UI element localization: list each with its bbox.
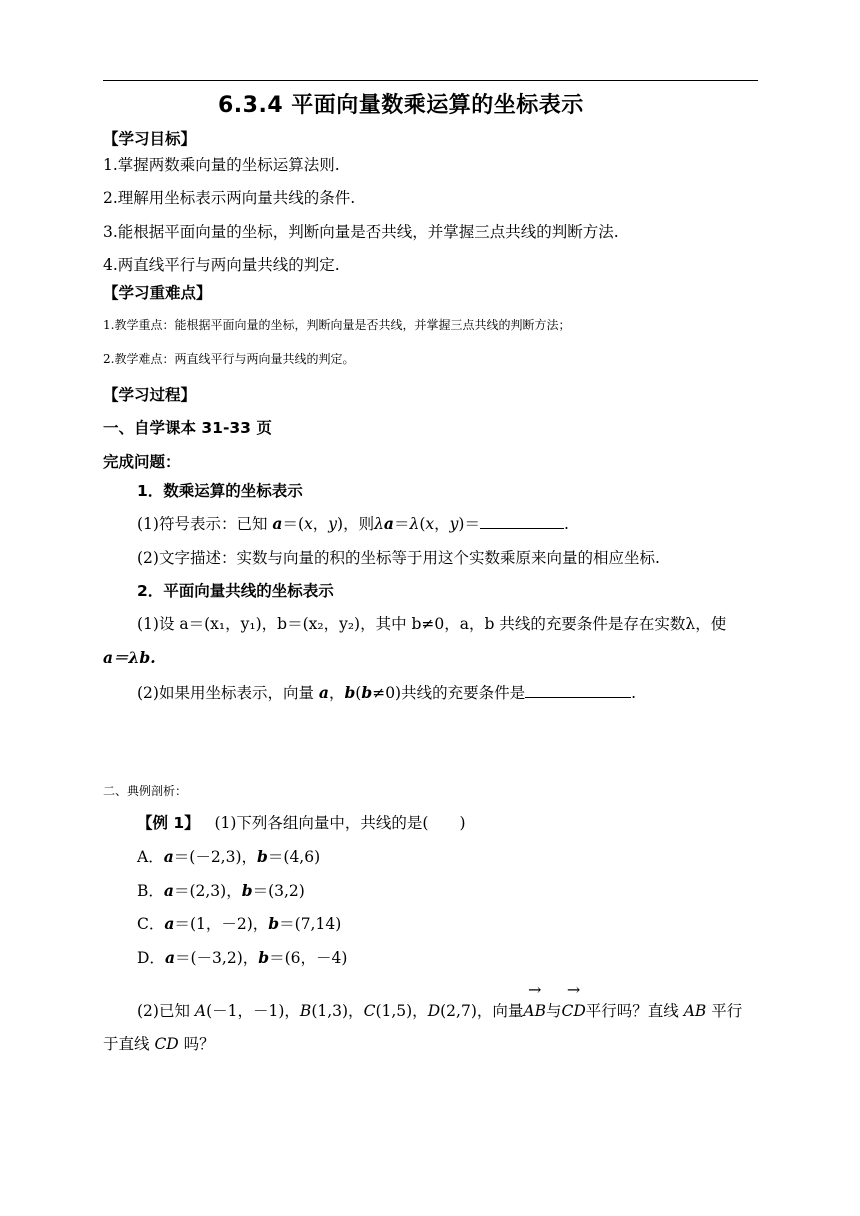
q2-line2: (2)如果用坐标表示，向量 a，b(b≠0)共线的充要条件是 . [137, 683, 637, 702]
example1-label: 【例 1】 [137, 814, 200, 832]
objectives-heading: 【学习目标】 [103, 130, 197, 148]
header-rule [103, 80, 758, 81]
q1-line1: (1)符号表示：已知 a＝(x，y)，则λa＝λ(x，y)＝ . [137, 514, 569, 533]
page-title: 6.3.4 平面向量数乘运算的坐标表示 [218, 93, 584, 118]
example1-part2-line1: (2)已知 A(－1，－1)，B(1,3)，C(1,5)，D(2,7)，向量 → AB与 → CD平行吗？直线 AB 平行 [137, 980, 743, 1020]
q1-line2: (2)文字描述：实数与向量的积的坐标等于用这个实数乘原来向量的相应坐标. [137, 549, 660, 567]
complete-questions: 完成问题： [103, 453, 181, 471]
vector-cd: → CD [561, 980, 586, 1020]
q2-line1: (1)设 a＝(x₁，y₁)，b＝(x₂，y₂)，其中 b≠0，a，b 共线的充要条件是存在实数λ，使 [137, 615, 727, 633]
answer-blank[interactable] [525, 683, 631, 698]
keypoints-heading: 【学习重难点】 [103, 284, 212, 302]
arrow-icon: → [566, 980, 581, 999]
q2-title: 2．平面向量共线的坐标表示 [137, 582, 334, 600]
option-a: A．a＝(－2,3)，b＝(4,6) [137, 847, 321, 866]
example1-part2-line2: 于直线 CD 吗？ [103, 1035, 215, 1053]
arrow-icon: → [527, 980, 542, 999]
section-self-study: 一、自学课本 31-33 页 [103, 419, 272, 437]
section-examples: 二、典例剖析： [103, 784, 188, 798]
process-heading: 【学习过程】 [103, 386, 197, 404]
objective-item: 2.理解用坐标表示两向量共线的条件. [103, 189, 356, 207]
option-c: C．a＝(1，－2)，b＝(7,14) [137, 914, 342, 933]
keypoint-item: 2.教学难点：两直线平行与两向量共线的判定。 [103, 352, 355, 366]
keypoint-item: 1.教学重点：能根据平面向量的坐标，判断向量是否共线，并掌握三点共线的判断方法； [103, 318, 571, 332]
option-b: B．a＝(2,3)，b＝(3,2) [137, 881, 305, 900]
q1-title: 1．数乘运算的坐标表示 [137, 482, 303, 500]
vector-ab: → AB [523, 980, 546, 1020]
example1-question: 【例 1】 (1)下列各组向量中，共线的是( ) [137, 814, 466, 832]
answer-blank[interactable] [480, 514, 564, 529]
option-d: D．a＝(－3,2)，b＝(6，－4) [137, 948, 348, 967]
objective-item: 4.两直线平行与两向量共线的判定. [103, 256, 340, 274]
objective-item: 3.能根据平面向量的坐标，判断向量是否共线，并掌握三点共线的判断方法. [103, 223, 619, 241]
objective-item: 1.掌握两数乘向量的坐标运算法则. [103, 156, 340, 174]
q2-line1-cont: a＝λb. [103, 648, 156, 667]
